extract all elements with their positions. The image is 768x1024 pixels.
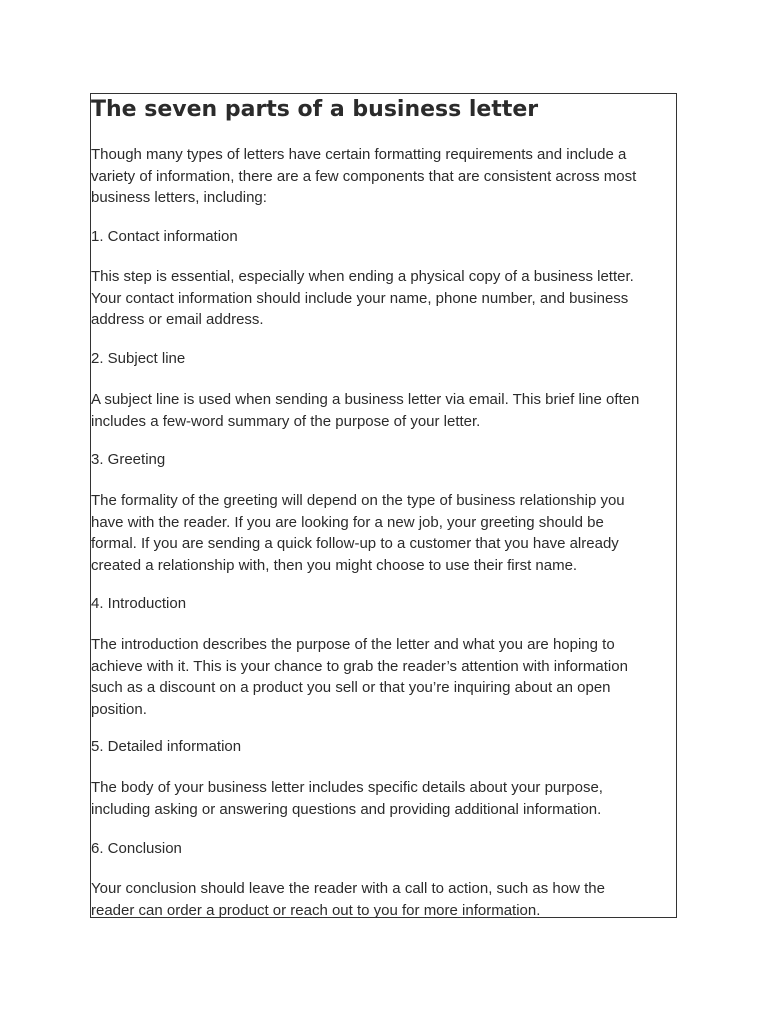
- section-body-greeting: [91, 490, 625, 576]
- text-line: created a relationship with, then you might choose to use their first name.: [91, 556, 578, 574]
- text-line: The formality of the greeting will depend on the type of business relationship you: [91, 492, 625, 509]
- text-line: including asking or answering questions and providing additional information.: [91, 800, 602, 818]
- text-line: address or email address.: [91, 311, 264, 328]
- heading-text: 6. Conclusion: [91, 840, 182, 857]
- section-heading-introduction: [91, 593, 186, 615]
- document-title: The seven parts of a business letter: [91, 97, 539, 122]
- text-line: position.: [91, 700, 147, 718]
- text-line: reader can order a product or reach out to you for more information.: [91, 901, 541, 918]
- heading-text: 1. Contact information: [91, 228, 238, 245]
- text-line: Your contact information should include your name, phone number, and business: [91, 289, 629, 307]
- text-line: have with the reader. If you are looking for a new job, your greeting should be: [91, 513, 604, 531]
- section-heading-subject: [91, 348, 185, 370]
- text-line: such as a discount on a product you sell or that you’re inquiring about an open: [91, 679, 611, 696]
- text-line: The body of your business letter includes specific details about your purpose,: [91, 779, 603, 796]
- section-body-subject: [91, 389, 639, 432]
- section-heading-contact: [91, 226, 238, 248]
- heading-text: 3. Greeting: [91, 451, 166, 468]
- text-line: achieve with it. This is your chance to grab the reader’s attention with information: [91, 657, 628, 675]
- document-frame: [90, 93, 677, 918]
- section-body-contact: [91, 266, 634, 331]
- section-body-detailed-information: [91, 777, 603, 820]
- text-line: Though many types of letters have certain formatting requirements and include a: [91, 146, 627, 163]
- section-body-introduction: [91, 634, 628, 720]
- text-line: business letters, including:: [91, 189, 267, 206]
- text-line: A subject line is used when sending a business letter via email. This brief line often: [91, 391, 640, 408]
- heading-text: 2. Subject line: [91, 350, 186, 367]
- text-line: The introduction describes the purpose of the letter and what you are hoping to: [91, 636, 615, 653]
- heading-text: 5. Detailed information: [91, 738, 242, 755]
- section-heading-detailed-information: [91, 736, 241, 758]
- intro-paragraph: [91, 144, 636, 209]
- text-line: formal. If you are sending a quick follow-up to a customer that you have already: [91, 535, 619, 552]
- heading-text: 4. Introduction: [91, 595, 187, 612]
- section-heading-greeting: [91, 449, 165, 471]
- text-line: includes a few-word summary of the purpose of your letter.: [91, 412, 481, 430]
- section-heading-conclusion: [91, 838, 182, 860]
- text-line: variety of information, there are a few components that are consistent across most: [91, 167, 637, 185]
- section-body-conclusion: [91, 878, 605, 918]
- text-line: Your conclusion should leave the reader with a call to action, such as how the: [91, 880, 605, 897]
- text-line: This step is essential, especially when ending a physical copy of a business letter.: [91, 268, 634, 285]
